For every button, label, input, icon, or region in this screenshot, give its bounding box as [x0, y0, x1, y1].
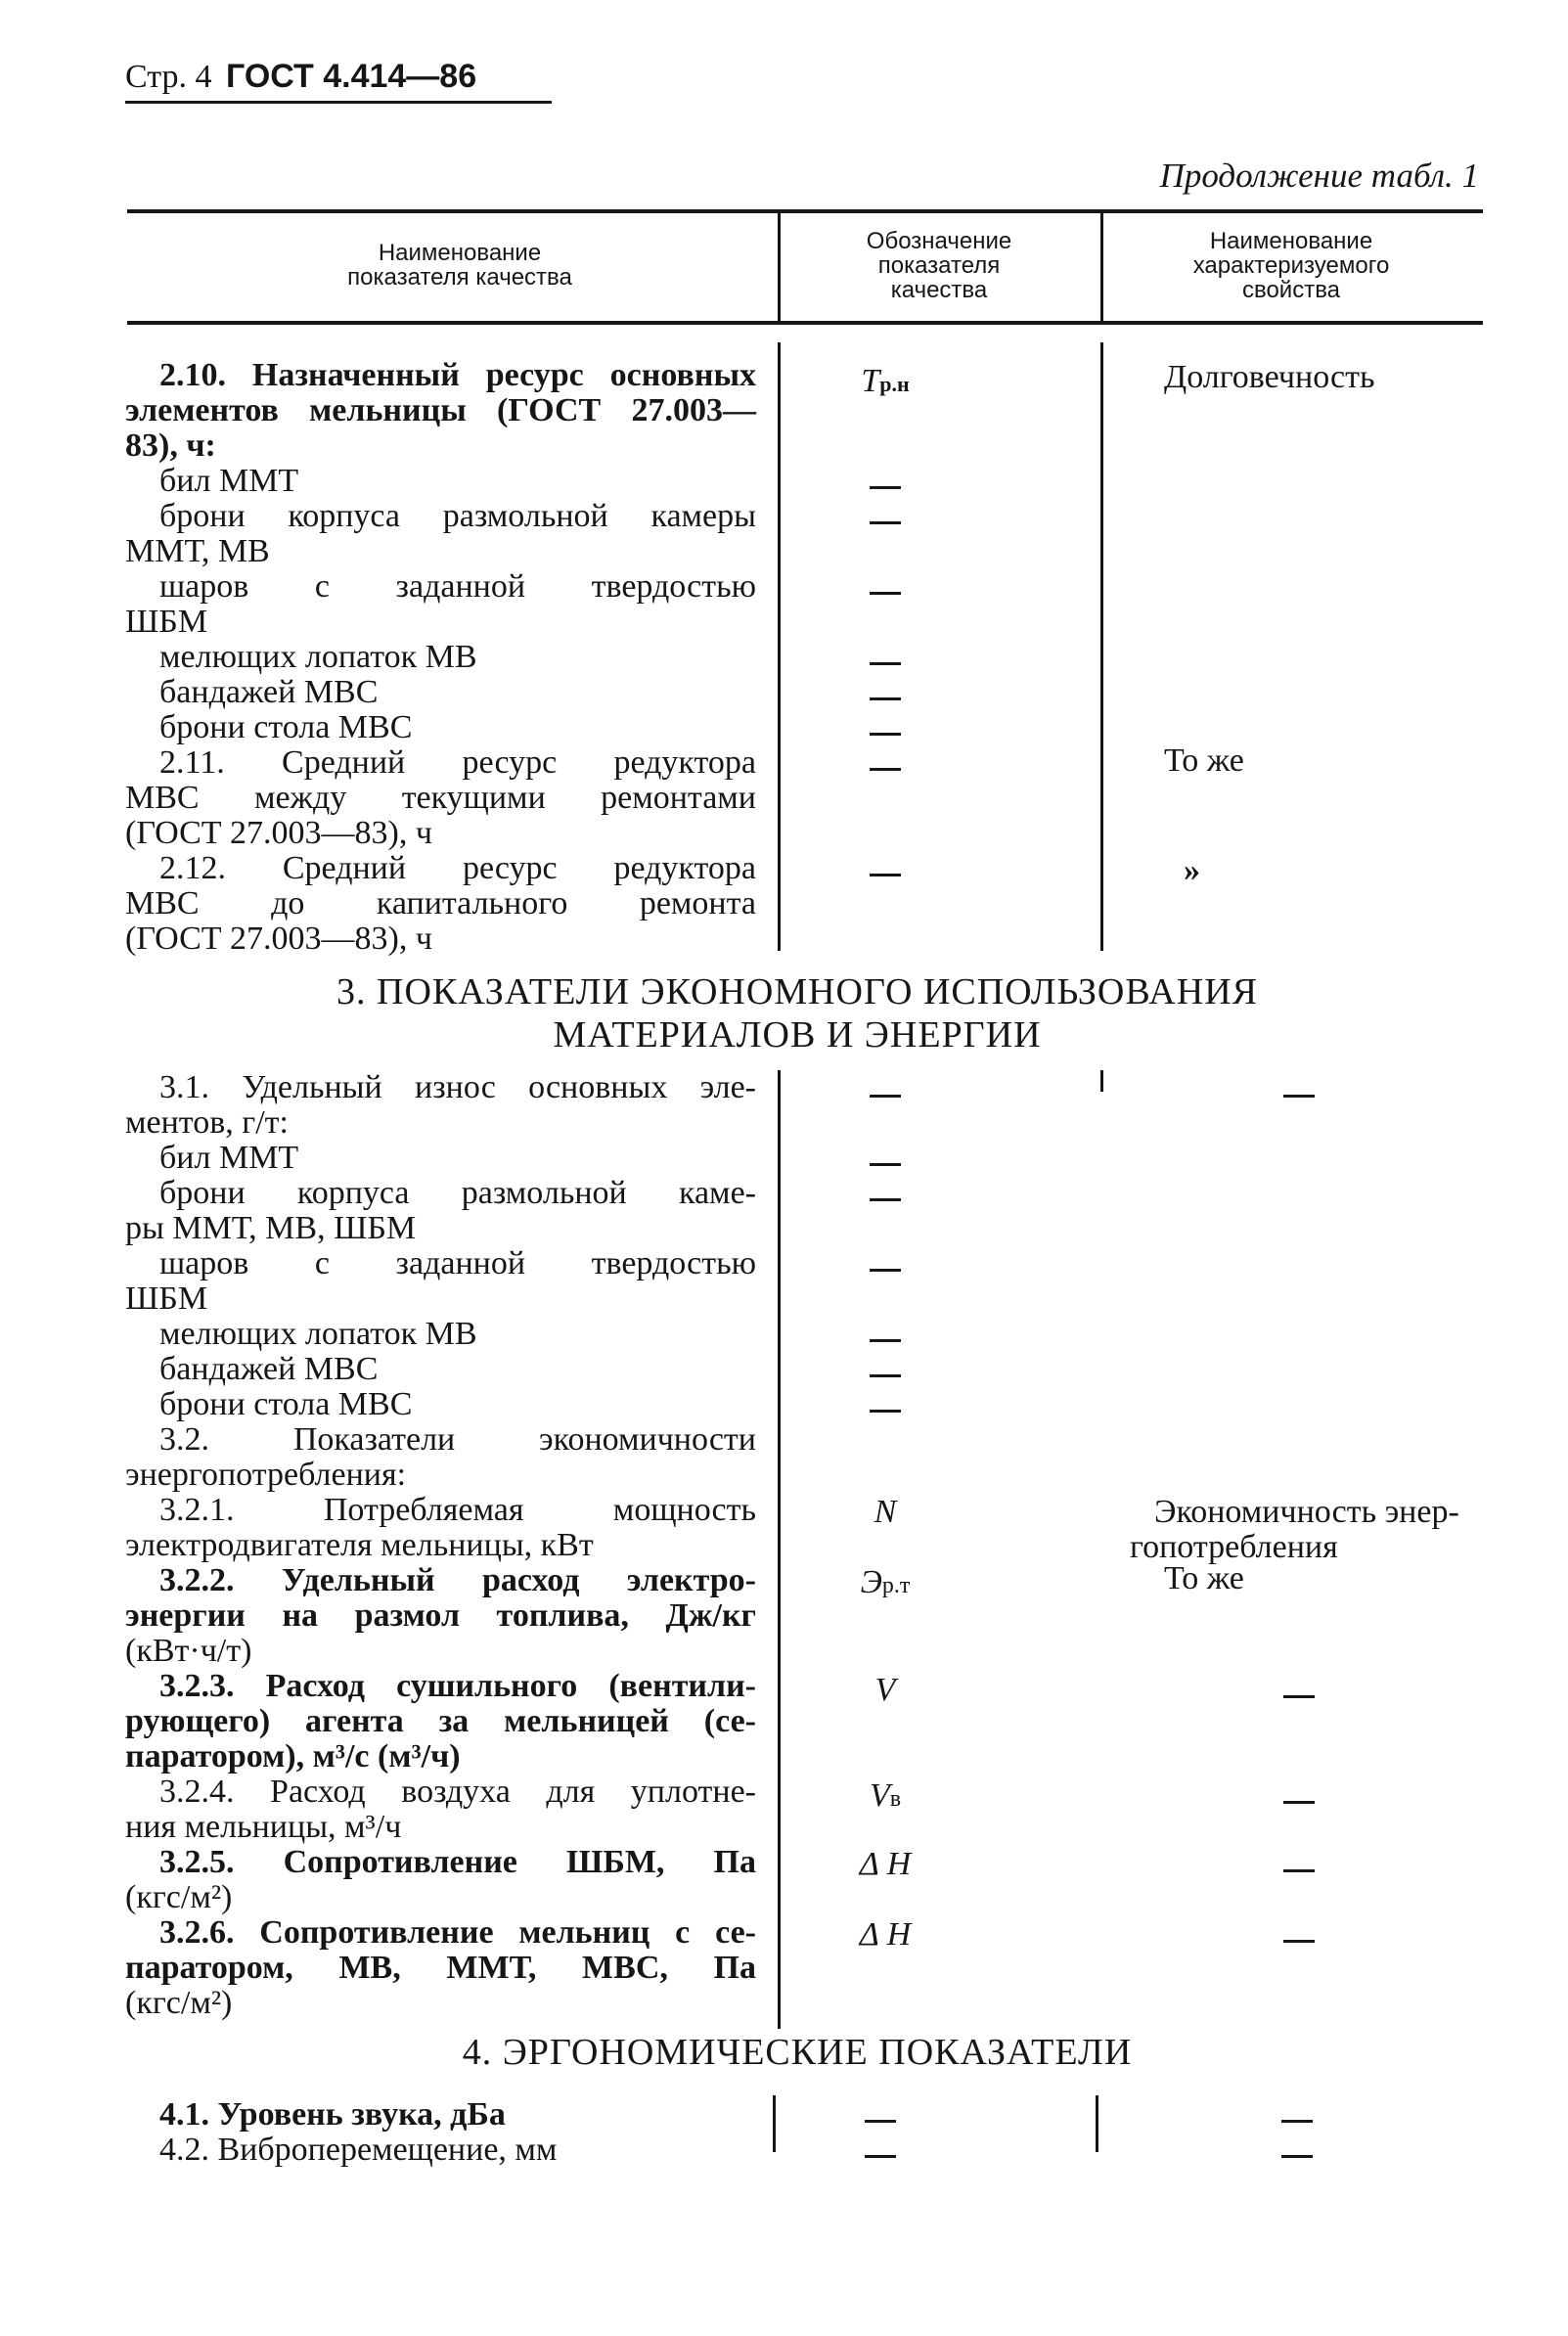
row-2-10-line2: элементов мельницы (ГОСТ 27.003—: [125, 392, 756, 428]
symbol-delta-H: Δ H: [859, 1846, 912, 1882]
dash-cell: [1281, 2101, 1313, 2136]
list-item: бандажей МВС: [159, 674, 379, 710]
row-3-2-4-line2: ния мельницы, м³/ч: [125, 1809, 402, 1845]
row-3-2-3-line1: 3.2.3. Расход сушильного (вентили-: [159, 1668, 756, 1704]
list-item-cont: ШБМ: [125, 604, 208, 640]
dash-cell: [773, 2101, 988, 2136]
list-item: мелющих лопаток МВ: [159, 639, 477, 675]
property-ditto: »: [1184, 852, 1200, 888]
symbol-T-rn: Tр.н: [861, 363, 910, 399]
dash-cell: [778, 573, 993, 608]
row-2-12-line2: МВС до капитального ремонта: [125, 885, 756, 921]
list-item-cont: ММТ, МВ: [125, 533, 270, 569]
section-3-title-line2: МАТЕРИАЛОВ И ЭНЕРГИИ: [553, 1014, 1042, 1056]
row-3-1-line2: ментов, г/т:: [125, 1104, 289, 1141]
column-divider: [1100, 1070, 1103, 1092]
col-header-symbol-line: Обозначение: [866, 228, 1012, 254]
property-energy-line1: Экономичность энер-: [1154, 1494, 1459, 1530]
row-2-11-line3: (ГОСТ 27.003—83), ч: [125, 815, 432, 851]
row-3-2-1-line2: электродвигателя мельницы, кВт: [125, 1527, 594, 1563]
col-header-symbol: [783, 229, 1096, 302]
dash-cell: [1283, 1782, 1315, 1818]
dash-cell: [778, 1076, 993, 1111]
property-same: То же: [1164, 1560, 1244, 1596]
col-header-property-line: характеризуемого: [1192, 252, 1390, 279]
row-3-1-line1: 3.1. Удельный износ основных эле-: [159, 1069, 756, 1105]
dash-cell: [778, 714, 993, 749]
dash-cell: [778, 468, 993, 503]
dash-cell: [1283, 1076, 1315, 1111]
list-item: шаров с заданной твердостью: [159, 1245, 756, 1281]
dash-cell: [778, 1145, 993, 1180]
row-3-2-3-line3: паратором), м³/с (м³/ч): [125, 1738, 461, 1774]
list-item: бандажей МВС: [159, 1351, 379, 1387]
section-4-title: 4. ЭРГОНОМИЧЕСКИЕ ПОКАЗАТЕЛИ: [462, 2032, 1133, 2073]
dash-cell: [1283, 1851, 1315, 1886]
row-4-1: 4.1. Уровень звука, дБа: [159, 2096, 506, 2133]
list-item: мелющих лопаток МВ: [159, 1316, 477, 1352]
standard-code: ГОСТ 4.414—86: [226, 58, 477, 95]
row-3-2-line2: энергопотребления:: [125, 1457, 407, 1493]
list-item: брони корпуса размольной камеры: [159, 498, 756, 534]
dash-cell: [778, 749, 993, 785]
row-3-2-6-line1: 3.2.6. Сопротивление мельниц с се-: [159, 1914, 756, 1951]
dash-cell: [778, 1250, 993, 1285]
dash-cell: [778, 1321, 993, 1356]
continuation-label: Продолжение табл. 1: [1159, 157, 1479, 195]
row-3-2-6-line3: (кгс/м²): [125, 1985, 233, 2021]
header-underline: [125, 101, 552, 104]
row-2-10-line1: 2.10. Назначенный ресурс основных: [159, 357, 756, 393]
column-divider: [1100, 342, 1103, 951]
col-header-name-line: Наименование: [378, 240, 542, 266]
col-header-name-line: показателя качества: [347, 264, 572, 291]
row-3-2-4-line1: 3.2.4. Расход воздуха для уплотне-: [159, 1774, 756, 1810]
row-3-2-6-line2: паратором, МВ, ММТ, МВС, Па: [125, 1950, 756, 1986]
list-item: бил ММТ: [159, 1140, 299, 1176]
row-3-2-1-line1: 3.2.1. Потребляемая мощность: [159, 1492, 756, 1528]
dash-cell: [778, 1180, 993, 1215]
dash-cell: [773, 2136, 988, 2172]
dash-cell: [778, 855, 993, 890]
row-3-2-2-line1: 3.2.2. Удельный расход электро-: [159, 1562, 756, 1598]
list-item: шаров с заданной твердостью: [159, 568, 756, 605]
dash-cell: [1281, 2136, 1313, 2172]
symbol-V-v: Vв: [869, 1777, 902, 1814]
list-item-cont: ры ММТ, МВ, ШБМ: [125, 1210, 417, 1246]
col-header-property-line: Наименование: [1209, 228, 1373, 254]
dash-cell: [1283, 1921, 1315, 1956]
col-header-symbol-line: качества: [890, 277, 988, 303]
symbol-N: N: [874, 1494, 897, 1530]
dash-cell: [778, 1356, 993, 1391]
col-header-symbol-line: показателя: [877, 252, 1001, 279]
property-same: То же: [1164, 742, 1244, 779]
column-divider: [778, 213, 781, 323]
property-durability: Долговечность: [1164, 359, 1375, 395]
symbol-E-rt: Эр.т: [860, 1564, 911, 1600]
row-3-2-2-line3: (кВт·ч/т): [125, 1633, 252, 1669]
dash-cell: [1283, 1677, 1315, 1712]
list-item: брони корпуса размольной каме-: [159, 1175, 756, 1211]
page-number: Стр. 4: [125, 59, 212, 95]
list-item: бил ММТ: [159, 463, 299, 499]
row-2-12-line3: (ГОСТ 27.003—83), ч: [125, 921, 432, 957]
list-item: брони стола МВС: [159, 1386, 413, 1422]
row-4-2: 4.2. Виброперемещение, мм: [159, 2132, 558, 2168]
row-2-11-line1: 2.11. Средний ресурс редуктора: [159, 744, 756, 781]
table-header-bottom-rule: [127, 321, 1483, 325]
dash-cell: [778, 644, 993, 679]
col-header-property-line: свойства: [1241, 277, 1341, 303]
dash-cell: [778, 503, 993, 538]
column-divider: [1096, 2095, 1098, 2152]
row-3-2-5-line2: (кгс/м²): [125, 1879, 233, 1915]
symbol-delta-H: Δ H: [859, 1916, 912, 1953]
symbol-V: V: [874, 1672, 896, 1708]
list-item-cont: ШБМ: [125, 1280, 208, 1317]
column-divider: [1100, 213, 1103, 323]
row-3-2-line1: 3.2. Показатели экономичности: [159, 1421, 756, 1458]
row-2-11-line2: МВС между текущими ремонтами: [125, 780, 756, 816]
page-header: [125, 57, 476, 97]
row-3-2-2-line2: энергии на размол топлива, Дж/кг: [125, 1597, 756, 1634]
dash-cell: [778, 1391, 993, 1426]
section-3-title-line1: 3. ПОКАЗАТЕЛИ ЭКОНОМНОГО ИСПОЛЬЗОВАНИЯ: [336, 971, 1258, 1012]
col-header-name: [157, 241, 763, 290]
row-2-12-line1: 2.12. Средний ресурс редуктора: [159, 850, 756, 886]
table-top-rule: [127, 209, 1483, 213]
col-header-property: [1105, 229, 1477, 302]
row-3-2-3-line2: рующего) агента за мельницей (се-: [125, 1703, 756, 1739]
list-item: брони стола МВС: [159, 709, 413, 745]
property-energy-line2: гопотребления: [1130, 1529, 1338, 1565]
row-3-2-5-line1: 3.2.5. Сопротивление ШБМ, Па: [159, 1844, 756, 1880]
dash-cell: [778, 679, 993, 714]
row-2-10-line3: 83), ч:: [125, 427, 216, 464]
